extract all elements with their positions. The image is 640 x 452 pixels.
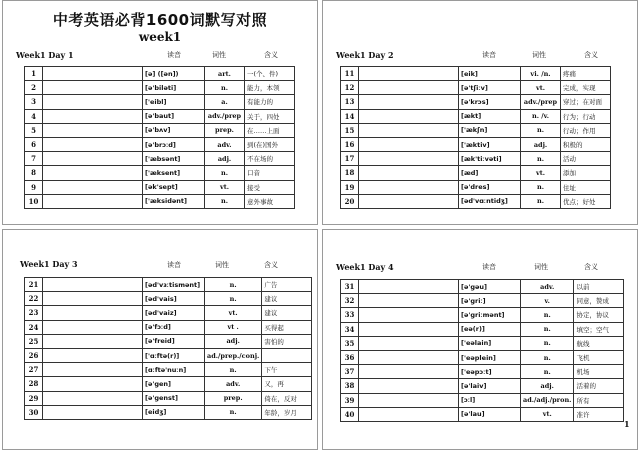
meaning-cell: 建议: [262, 292, 312, 306]
meaning-cell: 疼痛: [561, 67, 611, 81]
row-number: 27: [25, 363, 43, 377]
phonetic-cell: [ə'biləti]: [143, 81, 205, 95]
pos-cell: vt.: [205, 180, 245, 194]
word-row: [341, 350, 624, 364]
pos-cell: vt.: [521, 81, 561, 95]
word-row: [341, 81, 611, 95]
pos-cell: ad./prep./conj.: [205, 348, 262, 362]
word-row: [25, 109, 295, 123]
meaning-cell: 住址: [561, 180, 611, 194]
word-blank-cell[interactable]: [43, 405, 143, 419]
meaning-cell: 到(在)国外: [245, 137, 295, 151]
word-row: [341, 137, 611, 151]
pos-cell: adj.: [521, 137, 561, 151]
row-number: 36: [341, 350, 359, 364]
word-row: [341, 67, 611, 81]
word-row: [25, 292, 312, 306]
word-table: [340, 279, 624, 422]
row-number: 22: [25, 292, 43, 306]
word-blank-cell[interactable]: [43, 306, 143, 320]
word-row: [341, 152, 611, 166]
word-row: [25, 278, 312, 292]
phonetic-cell: [ə'gəu]: [459, 280, 521, 294]
word-row: [25, 180, 295, 194]
word-blank-cell[interactable]: [43, 278, 143, 292]
pos-cell: vt.: [521, 166, 561, 180]
word-blank-cell[interactable]: [359, 194, 459, 208]
pos-cell: adv./prep: [205, 109, 245, 123]
row-number: 3: [25, 95, 43, 109]
meaning-cell: 关于，四处: [245, 109, 295, 123]
phonetic-cell: [ə'gen]: [143, 377, 205, 391]
page-number: 1: [624, 419, 630, 429]
meaning-cell: [262, 348, 312, 362]
phonetic-cell: [æd]: [459, 166, 521, 180]
row-number: 2: [25, 81, 43, 95]
word-blank-cell[interactable]: [359, 379, 459, 393]
phonetic-cell: [ə] ([ən]): [143, 67, 205, 81]
pos-cell: n.: [205, 292, 262, 306]
word-row: [341, 109, 611, 123]
word-blank-cell[interactable]: [359, 365, 459, 379]
phonetic-cell: [eidʒ]: [143, 405, 205, 419]
phonetic-cell: [ə'griː]: [459, 294, 521, 308]
row-number: 8: [25, 166, 43, 180]
pos-cell: v.: [521, 294, 574, 308]
meaning-cell: 害怕的: [262, 334, 312, 348]
word-row: [341, 123, 611, 137]
meaning-cell: 有能力的: [245, 95, 295, 109]
word-row: [341, 336, 624, 350]
header-phonetic: 读音: [167, 261, 181, 269]
meaning-cell: 同意，赞成: [574, 294, 624, 308]
meaning-cell: 行为；行动: [561, 109, 611, 123]
meaning-cell: 积极的: [561, 137, 611, 151]
row-number: 26: [25, 348, 43, 362]
word-blank-cell[interactable]: [43, 123, 143, 137]
row-number: 18: [341, 166, 359, 180]
row-number: 4: [25, 109, 43, 123]
word-blank-cell[interactable]: [359, 280, 459, 294]
phonetic-cell: ['ɑːftə(r)]: [143, 348, 205, 362]
phonetic-cell: [ə'bʌv]: [143, 123, 205, 137]
row-number: 6: [25, 137, 43, 151]
word-blank-cell[interactable]: [359, 166, 459, 180]
word-row: [25, 194, 295, 208]
phonetic-cell: [eə(r)]: [459, 322, 521, 336]
meaning-cell: 买得起: [262, 320, 312, 334]
meaning-cell: 行动；作用: [561, 123, 611, 137]
word-row: [25, 363, 312, 377]
word-row: [25, 334, 312, 348]
pos-cell: adv./prep: [521, 95, 561, 109]
row-number: 38: [341, 379, 359, 393]
row-number: 40: [341, 407, 359, 421]
meaning-cell: 所有: [574, 393, 624, 407]
word-row: [341, 407, 624, 421]
header-phonetic: 读音: [167, 51, 181, 59]
meaning-cell: 建议: [262, 306, 312, 320]
meaning-cell: 不在场的: [245, 152, 295, 166]
pos-cell: adj.: [205, 334, 262, 348]
header-pos: 词性: [534, 263, 548, 271]
row-number: 24: [25, 320, 43, 334]
meaning-cell: 在……上面: [245, 123, 295, 137]
row-number: 12: [341, 81, 359, 95]
row-number: 33: [341, 308, 359, 322]
word-blank-cell[interactable]: [43, 109, 143, 123]
word-row: [25, 391, 312, 405]
word-row: [341, 180, 611, 194]
phonetic-cell: ['eəpɔːt]: [459, 365, 521, 379]
pos-cell: vt .: [205, 320, 262, 334]
word-blank-cell[interactable]: [359, 95, 459, 109]
pos-cell: n.: [521, 308, 574, 322]
pos-cell: ad./adj./pron.: [521, 393, 574, 407]
document-title: 中考英语必背1600词默写对照: [52, 11, 268, 29]
row-number: 1: [25, 67, 43, 81]
pos-cell: n.: [521, 336, 574, 350]
phonetic-cell: [ək'sept]: [143, 180, 205, 194]
pos-cell: n.: [521, 152, 561, 166]
row-number: 19: [341, 180, 359, 194]
phonetic-cell: [eik]: [459, 67, 521, 81]
row-number: 7: [25, 152, 43, 166]
word-blank-cell[interactable]: [43, 334, 143, 348]
row-number: 21: [25, 278, 43, 292]
word-row: [25, 137, 295, 151]
meaning-cell: 飞机: [574, 350, 624, 364]
day-panel-4: [322, 229, 638, 450]
pos-cell: n.: [521, 194, 561, 208]
day-label: Week1 Day 3: [20, 259, 78, 269]
word-blank-cell[interactable]: [359, 81, 459, 95]
word-row: [341, 166, 611, 180]
header-meaning: 含义: [264, 261, 278, 269]
word-row: [25, 306, 312, 320]
pos-cell: adj.: [205, 152, 245, 166]
row-number: 9: [25, 180, 43, 194]
word-blank-cell[interactable]: [43, 81, 143, 95]
phonetic-cell: ['eibl]: [143, 95, 205, 109]
pos-cell: n.: [205, 278, 262, 292]
header-meaning: 含义: [584, 51, 598, 59]
row-number: 35: [341, 336, 359, 350]
phonetic-cell: ['ækʃn]: [459, 123, 521, 137]
row-number: 32: [341, 294, 359, 308]
header-pos: 词性: [215, 261, 229, 269]
meaning-cell: 完成，实现: [561, 81, 611, 95]
meaning-cell: 机场: [574, 365, 624, 379]
meaning-cell: 一(个、件): [245, 67, 295, 81]
phonetic-cell: [ə'genst]: [143, 391, 205, 405]
pos-cell: n.: [205, 166, 245, 180]
meaning-cell: 航线: [574, 336, 624, 350]
row-number: 13: [341, 95, 359, 109]
meaning-cell: 填空；空气: [574, 322, 624, 336]
row-number: 30: [25, 405, 43, 419]
meaning-cell: 添加: [561, 166, 611, 180]
word-table: [24, 66, 295, 209]
word-blank-cell[interactable]: [359, 152, 459, 166]
meaning-cell: 活动: [561, 152, 611, 166]
phonetic-cell: [ə'baut]: [143, 109, 205, 123]
word-row: [341, 365, 624, 379]
meaning-cell: 广告: [262, 278, 312, 292]
phonetic-cell: ['eəlain]: [459, 336, 521, 350]
row-number: 23: [25, 306, 43, 320]
word-blank-cell[interactable]: [43, 377, 143, 391]
word-blank-cell[interactable]: [359, 137, 459, 151]
pos-cell: n.: [205, 81, 245, 95]
document-subtitle: week1: [138, 30, 182, 44]
header-meaning: 含义: [264, 51, 278, 59]
row-number: 28: [25, 377, 43, 391]
row-number: 39: [341, 393, 359, 407]
pos-cell: n.: [205, 194, 245, 208]
word-row: [25, 320, 312, 334]
word-blank-cell[interactable]: [359, 180, 459, 194]
word-blank-cell[interactable]: [359, 407, 459, 421]
word-blank-cell[interactable]: [43, 363, 143, 377]
word-blank-cell[interactable]: [359, 123, 459, 137]
word-row: [341, 393, 624, 407]
word-row: [25, 95, 295, 109]
word-blank-cell[interactable]: [43, 320, 143, 334]
phonetic-cell: [əd'vɜːtismənt]: [143, 278, 205, 292]
phonetic-cell: ['æksent]: [143, 166, 205, 180]
header-pos: 词性: [212, 51, 226, 59]
header-phonetic: 读音: [482, 51, 496, 59]
word-blank-cell[interactable]: [43, 348, 143, 362]
phonetic-cell: [əd'vaiz]: [143, 306, 205, 320]
day-panel-1: [2, 0, 318, 225]
phonetic-cell: [ækt]: [459, 109, 521, 123]
meaning-cell: 活着的: [574, 379, 624, 393]
day-panel-3: [2, 229, 318, 450]
word-blank-cell[interactable]: [359, 109, 459, 123]
word-blank-cell[interactable]: [359, 322, 459, 336]
meaning-cell: 以前: [574, 280, 624, 294]
pos-cell: adv.: [521, 280, 574, 294]
row-number: 37: [341, 365, 359, 379]
pos-cell: adj.: [521, 379, 574, 393]
word-blank-cell[interactable]: [359, 294, 459, 308]
word-row: [25, 123, 295, 137]
meaning-cell: 下午: [262, 363, 312, 377]
day-label: Week1 Day 4: [336, 262, 394, 272]
word-blank-cell[interactable]: [43, 180, 143, 194]
phonetic-cell: [ə'dres]: [459, 180, 521, 194]
word-blank-cell[interactable]: [359, 350, 459, 364]
phonetic-cell: ['æksidənt]: [143, 194, 205, 208]
row-number: 17: [341, 152, 359, 166]
row-number: 31: [341, 280, 359, 294]
meaning-cell: 穿过；在对面: [561, 95, 611, 109]
phonetic-cell: [æk'tiːvəti]: [459, 152, 521, 166]
pos-cell: n.: [205, 363, 262, 377]
phonetic-cell: [ə'freid]: [143, 334, 205, 348]
word-row: [25, 348, 312, 362]
word-table: [24, 277, 312, 420]
meaning-cell: 接受: [245, 180, 295, 194]
phonetic-cell: ['æbsənt]: [143, 152, 205, 166]
header-phonetic: 读音: [482, 263, 496, 271]
meaning-cell: 准许: [574, 407, 624, 421]
pos-cell: n. /v.: [521, 109, 561, 123]
pos-cell: prep.: [205, 391, 262, 405]
word-blank-cell[interactable]: [43, 95, 143, 109]
pos-cell: n.: [521, 365, 574, 379]
row-number: 11: [341, 67, 359, 81]
row-number: 15: [341, 123, 359, 137]
phonetic-cell: [əd'vais]: [143, 292, 205, 306]
word-blank-cell[interactable]: [359, 336, 459, 350]
word-blank-cell[interactable]: [43, 292, 143, 306]
day-label: Week1 Day 1: [16, 50, 74, 60]
meaning-cell: 口音: [245, 166, 295, 180]
word-blank-cell[interactable]: [43, 137, 143, 151]
word-row: [25, 67, 295, 81]
day-panel-2: [322, 0, 638, 225]
pos-cell: vi. /n.: [521, 67, 561, 81]
word-row: [341, 95, 611, 109]
phonetic-cell: ['eəplein]: [459, 350, 521, 364]
pos-cell: n.: [521, 180, 561, 194]
row-number: 14: [341, 109, 359, 123]
word-blank-cell[interactable]: [43, 166, 143, 180]
word-row: [341, 308, 624, 322]
phonetic-cell: ['æktiv]: [459, 137, 521, 151]
row-number: 34: [341, 322, 359, 336]
word-row: [341, 379, 624, 393]
phonetic-cell: [ə'lau]: [459, 407, 521, 421]
phonetic-cell: [ə'tʃiːv]: [459, 81, 521, 95]
phonetic-cell: [ə'fɔːd]: [143, 320, 205, 334]
meaning-cell: 意外事故: [245, 194, 295, 208]
word-blank-cell[interactable]: [43, 194, 143, 208]
pos-cell: adv.: [205, 377, 262, 391]
row-number: 29: [25, 391, 43, 405]
row-number: 20: [341, 194, 359, 208]
meaning-cell: 优点；好处: [561, 194, 611, 208]
meaning-cell: 倚在，反对: [262, 391, 312, 405]
row-number: 25: [25, 334, 43, 348]
word-row: [25, 152, 295, 166]
word-blank-cell[interactable]: [43, 67, 143, 81]
word-row: [25, 405, 312, 419]
word-row: [25, 81, 295, 95]
day-label: Week1 Day 2: [336, 50, 394, 60]
pos-cell: adv.: [205, 137, 245, 151]
meaning-cell: 又，再: [262, 377, 312, 391]
phonetic-cell: [ə'griːmənt]: [459, 308, 521, 322]
phonetic-cell: [ɑːftə'nuːn]: [143, 363, 205, 377]
phonetic-cell: [əd'vɑːntidʒ]: [459, 194, 521, 208]
word-row: [341, 280, 624, 294]
pos-cell: n.: [521, 350, 574, 364]
word-row: [25, 166, 295, 180]
pos-cell: n.: [521, 322, 574, 336]
meaning-cell: 协定，协议: [574, 308, 624, 322]
phonetic-cell: [ə'krɔs]: [459, 95, 521, 109]
word-blank-cell[interactable]: [359, 393, 459, 407]
meaning-cell: 能力，本领: [245, 81, 295, 95]
row-number: 5: [25, 123, 43, 137]
row-number: 10: [25, 194, 43, 208]
header-meaning: 含义: [584, 263, 598, 271]
word-blank-cell[interactable]: [43, 391, 143, 405]
word-table: [340, 66, 611, 209]
pos-cell: art.: [205, 67, 245, 81]
pos-cell: a.: [205, 95, 245, 109]
phonetic-cell: [ə'brɔːd]: [143, 137, 205, 151]
phonetic-cell: [ə'laiv]: [459, 379, 521, 393]
pos-cell: vt.: [205, 306, 262, 320]
header-pos: 词性: [532, 51, 546, 59]
word-row: [341, 194, 611, 208]
meaning-cell: 年龄，岁月: [262, 405, 312, 419]
phonetic-cell: [ɔːl]: [459, 393, 521, 407]
pos-cell: n.: [521, 123, 561, 137]
word-row: [25, 377, 312, 391]
pos-cell: prep.: [205, 123, 245, 137]
pos-cell: n.: [205, 405, 262, 419]
word-blank-cell[interactable]: [43, 152, 143, 166]
row-number: 16: [341, 137, 359, 151]
word-row: [341, 322, 624, 336]
word-blank-cell[interactable]: [359, 67, 459, 81]
word-blank-cell[interactable]: [359, 308, 459, 322]
word-row: [341, 294, 624, 308]
pos-cell: vt.: [521, 407, 574, 421]
